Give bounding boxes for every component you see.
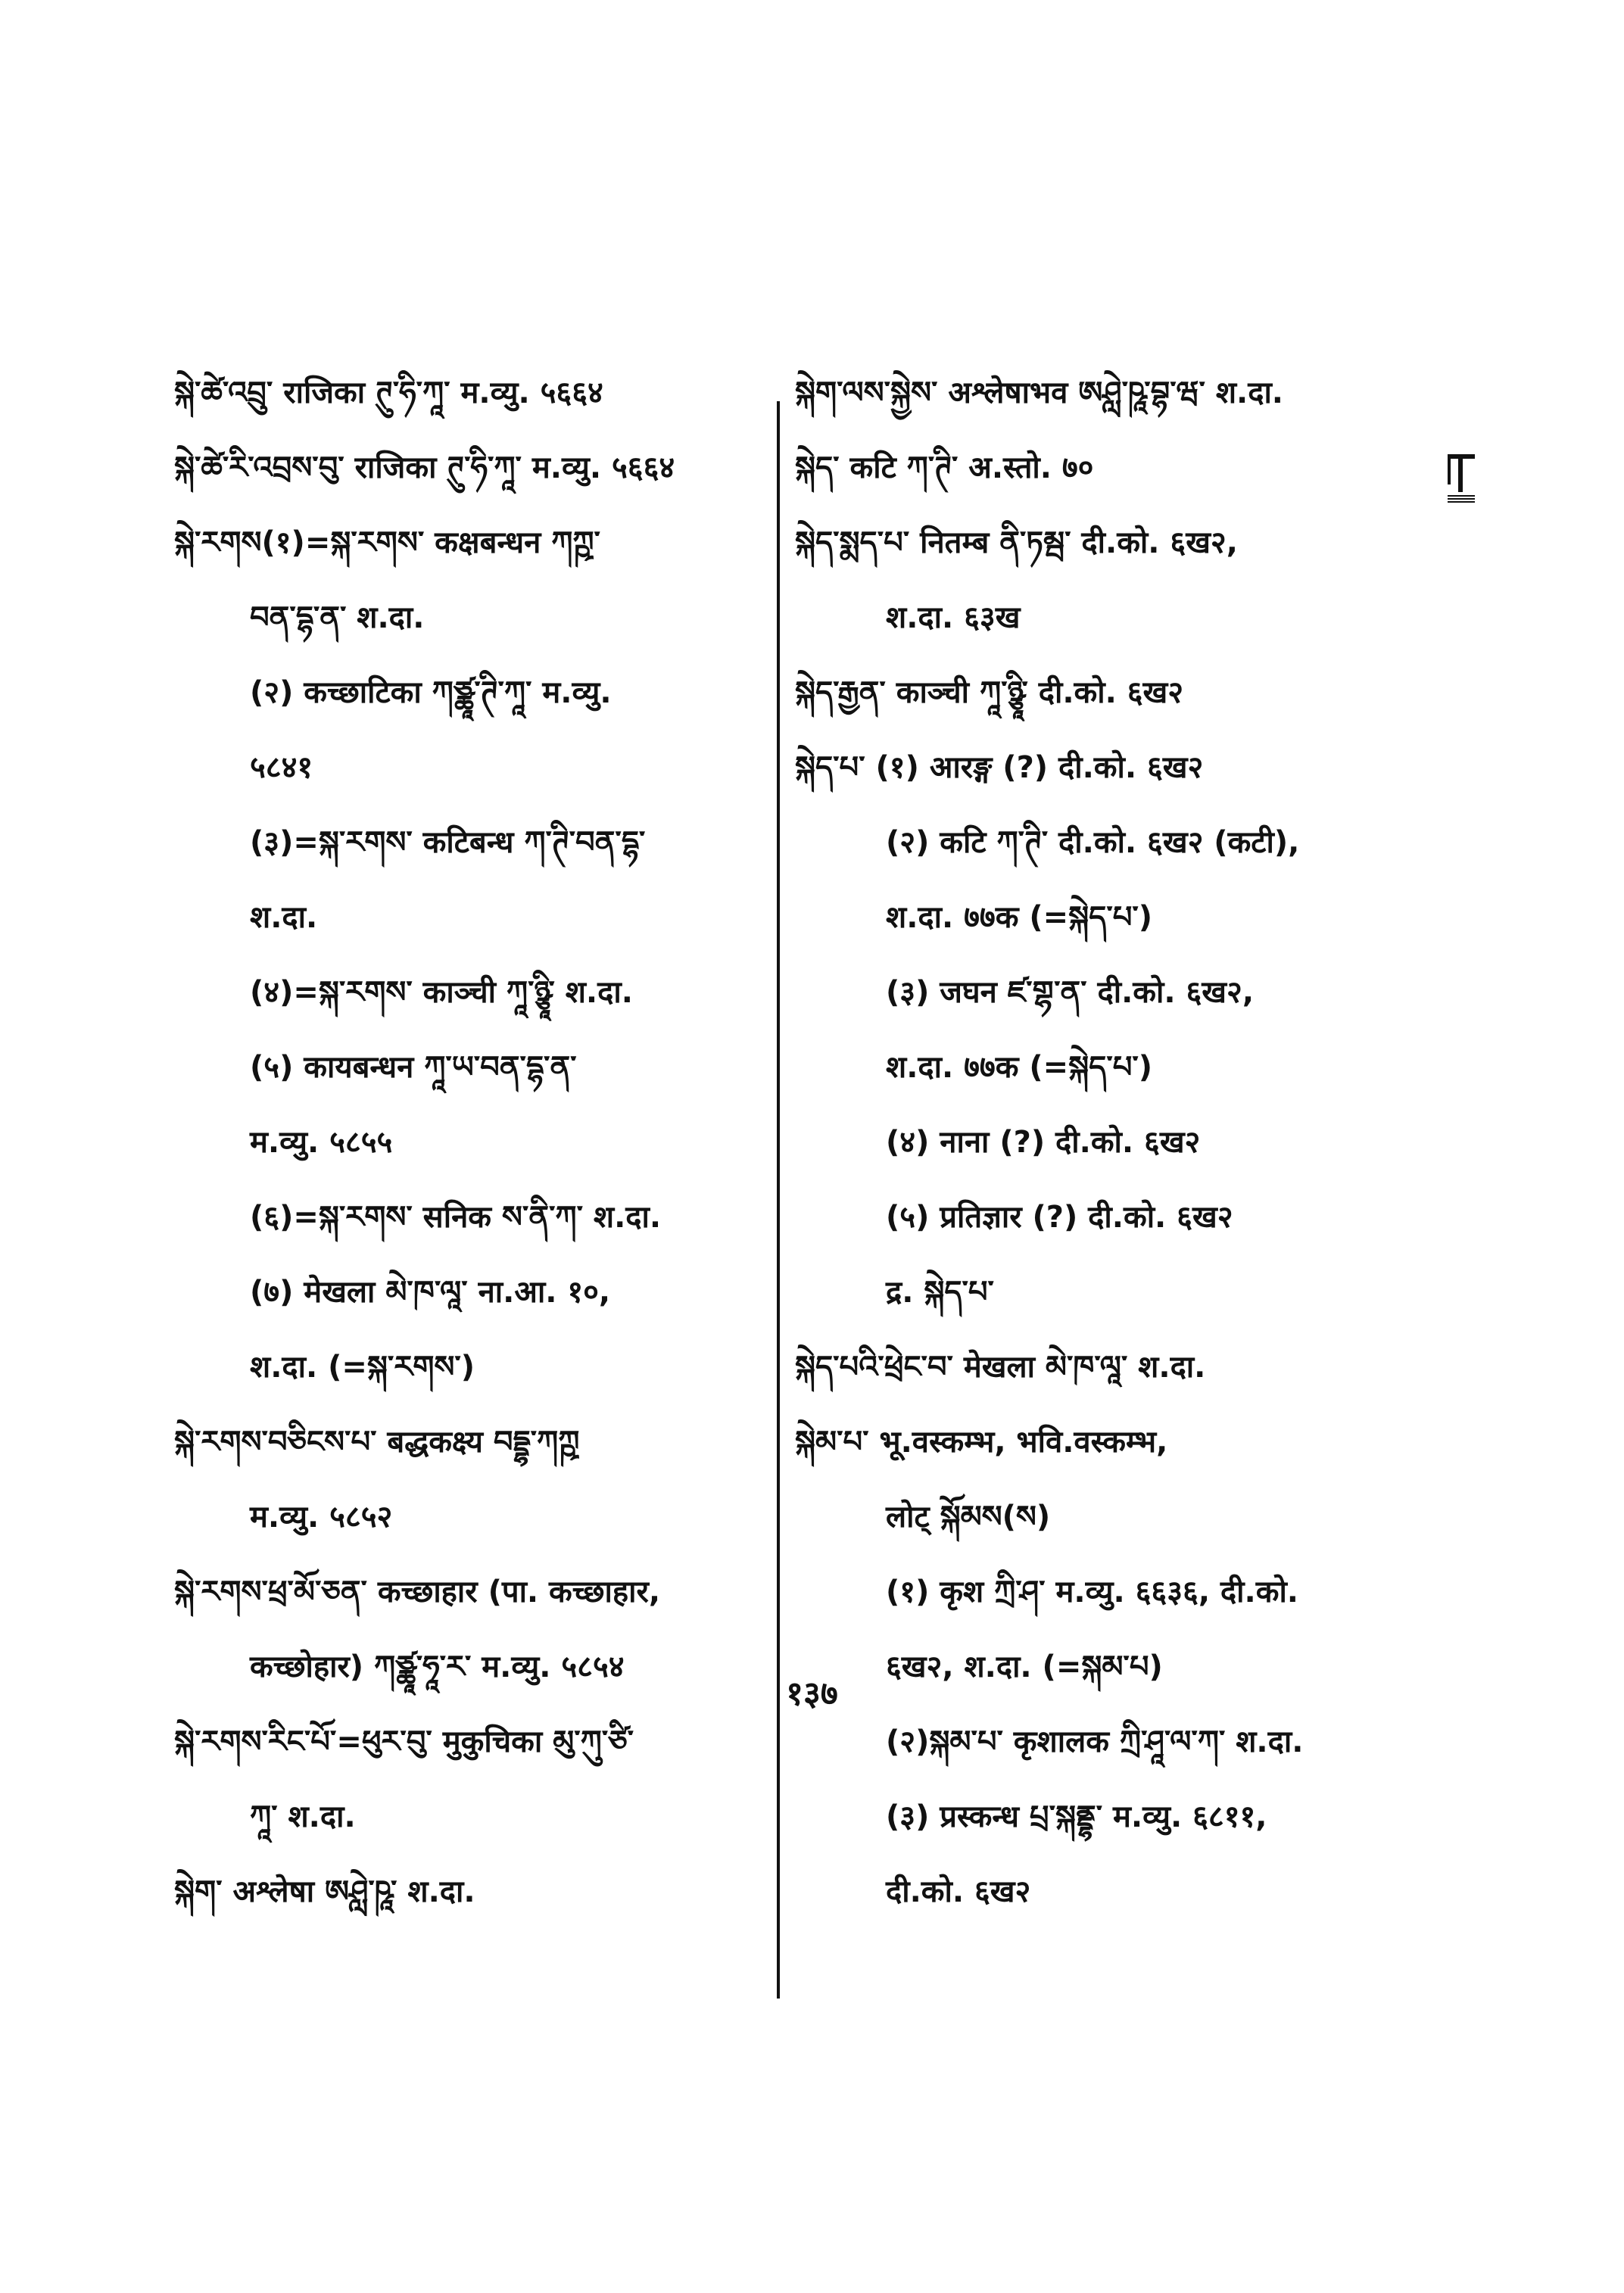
entry-line: लोट् སྐོམས(ས) <box>886 1500 1051 1534</box>
entry-line: སྐེག་ अश्लेषा ཨཤླེ་ཥཱ་ श.दा. <box>174 1874 475 1909</box>
entry-line: (७) मेखला མེ་ཁ་ལཱ་ ना.आ. १०, <box>250 1275 611 1310</box>
entry-line: श.दा. (=སྐ་རགས་) <box>250 1350 475 1385</box>
column-divider <box>777 401 780 1999</box>
entry-line: द्र. སྐེད་པ་ <box>886 1275 994 1310</box>
entry-line: སྐེམ་པ་ भू.वस्कम्भ, भवि.वस्कम्भ, <box>795 1425 1168 1460</box>
entry-line: སྐེ་ཚེ་རི་འབྲས་བུ་ राजिका ཊུ་ཧི་ཀཱ་ म.व्यु. ५६६४ <box>174 450 675 485</box>
entry-line: म.व्यु. ५८५५ <box>250 1125 393 1160</box>
entry-line: (२) कच्छाटिका ཀཙྪཱ་ཊི་ཀཱ་ म.व्यु. <box>250 675 612 710</box>
entry-line: (२) कटि ཀ་ཊི་ दी.को. ६ख२ (कटी), <box>886 825 1300 860</box>
entry-line: (२)སྐམ་པ་ कृशालक ཀྲི་ཤཱ་ལ་ཀ་ श.दा. <box>886 1724 1304 1759</box>
entry-line: म.व्यु. ५८५२ <box>250 1500 393 1534</box>
entry-line: སྐེ་རགས་རིང་པོ་=ཕུར་བུ་ मुकुचिका མུ་ཀུ་ཙི་ <box>174 1724 634 1759</box>
entry-line: སྐེད་པའི་ཕྲེང་བ་ मेखला མེ་ཁ་ལཱ་ श.दा. <box>795 1350 1206 1385</box>
entry-line: ཀཱ་ श.दा. <box>250 1799 356 1834</box>
entry-line: སྐེད་ कटि ཀ་ཊི་ अ.स्तो. ७० <box>795 450 1094 485</box>
entry-line: ५८४१ <box>250 750 313 785</box>
entry-line: श.दा. ७७क (=སྐེད་པ་) <box>886 1050 1153 1085</box>
entry-line: (३) जघन ཛ་གྷ་ན་ दी.को. ६ख२, <box>886 975 1255 1010</box>
entry-line: སྐེད་པ་ (१) आरङ्ग (?) दी.को. ६ख२ <box>795 750 1204 785</box>
entry-line: (३)=སྐ་རགས་ कटिबन्ध ཀ་ཊི་བན་དྷ་ <box>250 825 646 860</box>
entry-line: श.दा. ६३ख <box>886 600 1021 635</box>
entry-line: བན་དྷ་ན་ श.दा. <box>250 600 425 635</box>
margin-tab-icon <box>1446 454 1476 503</box>
entry-line: श.दा. <box>250 900 318 935</box>
entry-line: ६ख२, श.दा. (=སྐམ་པ) <box>886 1650 1163 1684</box>
entry-line: སྐེ་ཚེ་འབྲུ་ राजिका ཊུ་ཧི་ཀཱ་ म.व्यु. ५६६४ <box>174 375 603 410</box>
entry-line: (६)=སྐ་རགས་ सनिक ས་ནི་ཀ་ श.दा. <box>250 1200 662 1235</box>
entry-line: (५) कायबन्धन ཀཱ་ཡ་བན་དྷ་ན་ <box>250 1050 577 1085</box>
entry-line: (१) कृश ཀྲི་ཤ་ म.व्यु. ६६३६, दी.को. <box>886 1575 1299 1609</box>
entry-line: (५) प्रतिज्ञार (?) दी.को. ६ख२ <box>886 1200 1233 1235</box>
page-number: १३७ <box>786 1675 838 1713</box>
entry-line: श.दा. ७७क (=སྐེད་པ་) <box>886 900 1153 935</box>
entry-line: སྐེད་སྨད་པ་ नितम्ब ནི་ཏམྦ་ दी.को. ६ख२, <box>795 525 1238 560</box>
entry-line: (४)=སྐ་རགས་ काञ्ची ཀཱ་ཉྩཱི་ श.दा. <box>250 975 633 1010</box>
entry-line: སྐེ་རགས་བཅིངས་པ་ बद्धकक्ष्य བདྡྷ་ཀཀྵ <box>174 1425 580 1460</box>
entry-line: སྐེད་རྒྱན་ काञ्ची ཀཱ་ཉྩཱི་ दी.को. ६ख२ <box>795 675 1184 710</box>
entry-line: (३) प्रस्कन्ध པྲ་སྐནྡྷ་ म.व्यु. ६८११, <box>886 1799 1267 1834</box>
entry-line: दी.को. ६ख२ <box>886 1874 1031 1909</box>
entry-line: སྐེ་རགས(१)=སྐ་རགས་ कक्षबन्धन ཀཀྵ་ <box>174 525 600 560</box>
entry-line: སྐེ་རགས་ཕྲ་མོ་ཅན་ कच्छाहार (पा. कच्छाहार, <box>174 1575 661 1609</box>
entry-line: སྐེག་ལས་སྐྱེས་ अश्लेषाभव ཨཤླེ་ཥཱ་བྷ་ཝ་ श.दा. <box>795 375 1284 410</box>
entry-line: कच्छोहार) ཀཙྪཱ་ཧཱ་ར་ म.व्यु. ५८५४ <box>250 1650 625 1684</box>
entry-line: (४) नाना (?) दी.को. ६ख२ <box>886 1125 1201 1160</box>
